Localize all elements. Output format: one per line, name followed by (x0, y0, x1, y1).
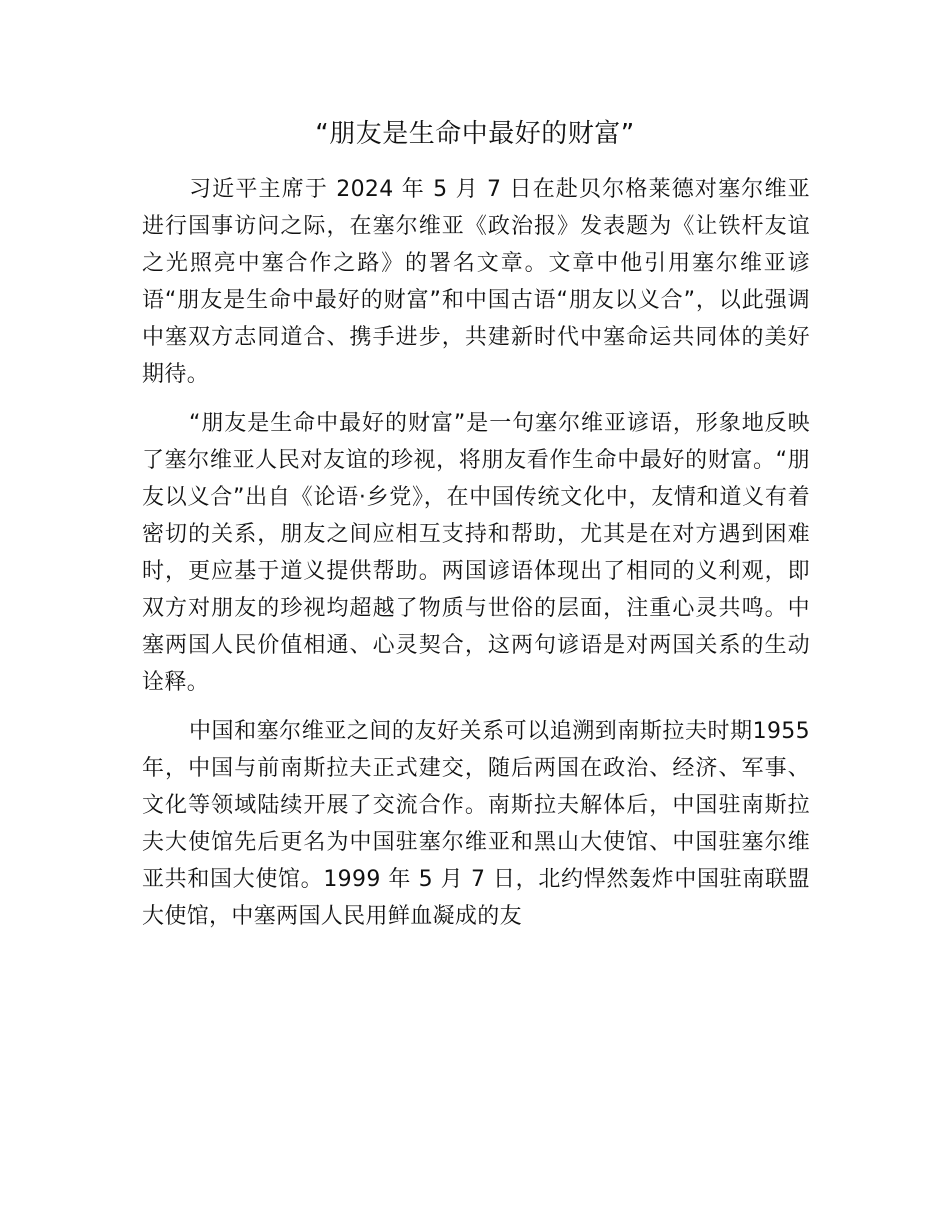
document-body (142, 171, 810, 947)
paragraph-3: 中国和塞尔维亚之间的友好关系可以追溯到南斯拉夫时期1955 年，中国与前南斯拉夫正式建交，随后两国在政治、经济、军事、文化等领域陆续开展了交流合作。南斯拉夫解体后，中国驻南斯拉夫大使馆先后更名为中国驻塞尔维亚和黑山大使馆、中国驻塞尔维亚共和国大使馆。1999 年 5 月 7 日，北约悍然轰炸中国驻南联盟大使馆，中塞两国人民用鲜血凝成的友 (142, 719, 810, 929)
paragraph-1: 习近平主席于 2024 年 5 月 7 日在赴贝尔格莱德对塞尔维亚进行国事访问之际，在塞尔维亚《政治报》发表题为《让铁杆友谊之光照亮中塞合作之路》的署名文章。文章中他引用塞尔维亚谚语“朋友是生命中最好的财富”和中国古语“朋友以义合”，以此强调中塞双方志同道合、携手进步，共建新时代中塞命运共同体的美好期待。 (142, 177, 810, 387)
document-title: “朋友是生命中最好的财富” (315, 119, 635, 149)
paragraph-2: “朋友是生命中最好的财富”是一句塞尔维亚谚语，形象地反映了塞尔维亚人民对友谊的珍视，将朋友看作生命中最好的财富。“朋友以义合”出自《论语·乡党》，在中国传统文化中，友情和道义有着密切的关系，朋友之间应相互支持和帮助，尤其是在对方遇到困难时，更应基于道义提供帮助。两国谚语体现出了相同的义利观，即双方对朋友的珍视均超越了物质与世俗的层面，注重心灵共鸣。中塞两国人民价值相通、心灵契合，这两句谚语是对两国关系的生动诠释。 (142, 411, 810, 695)
